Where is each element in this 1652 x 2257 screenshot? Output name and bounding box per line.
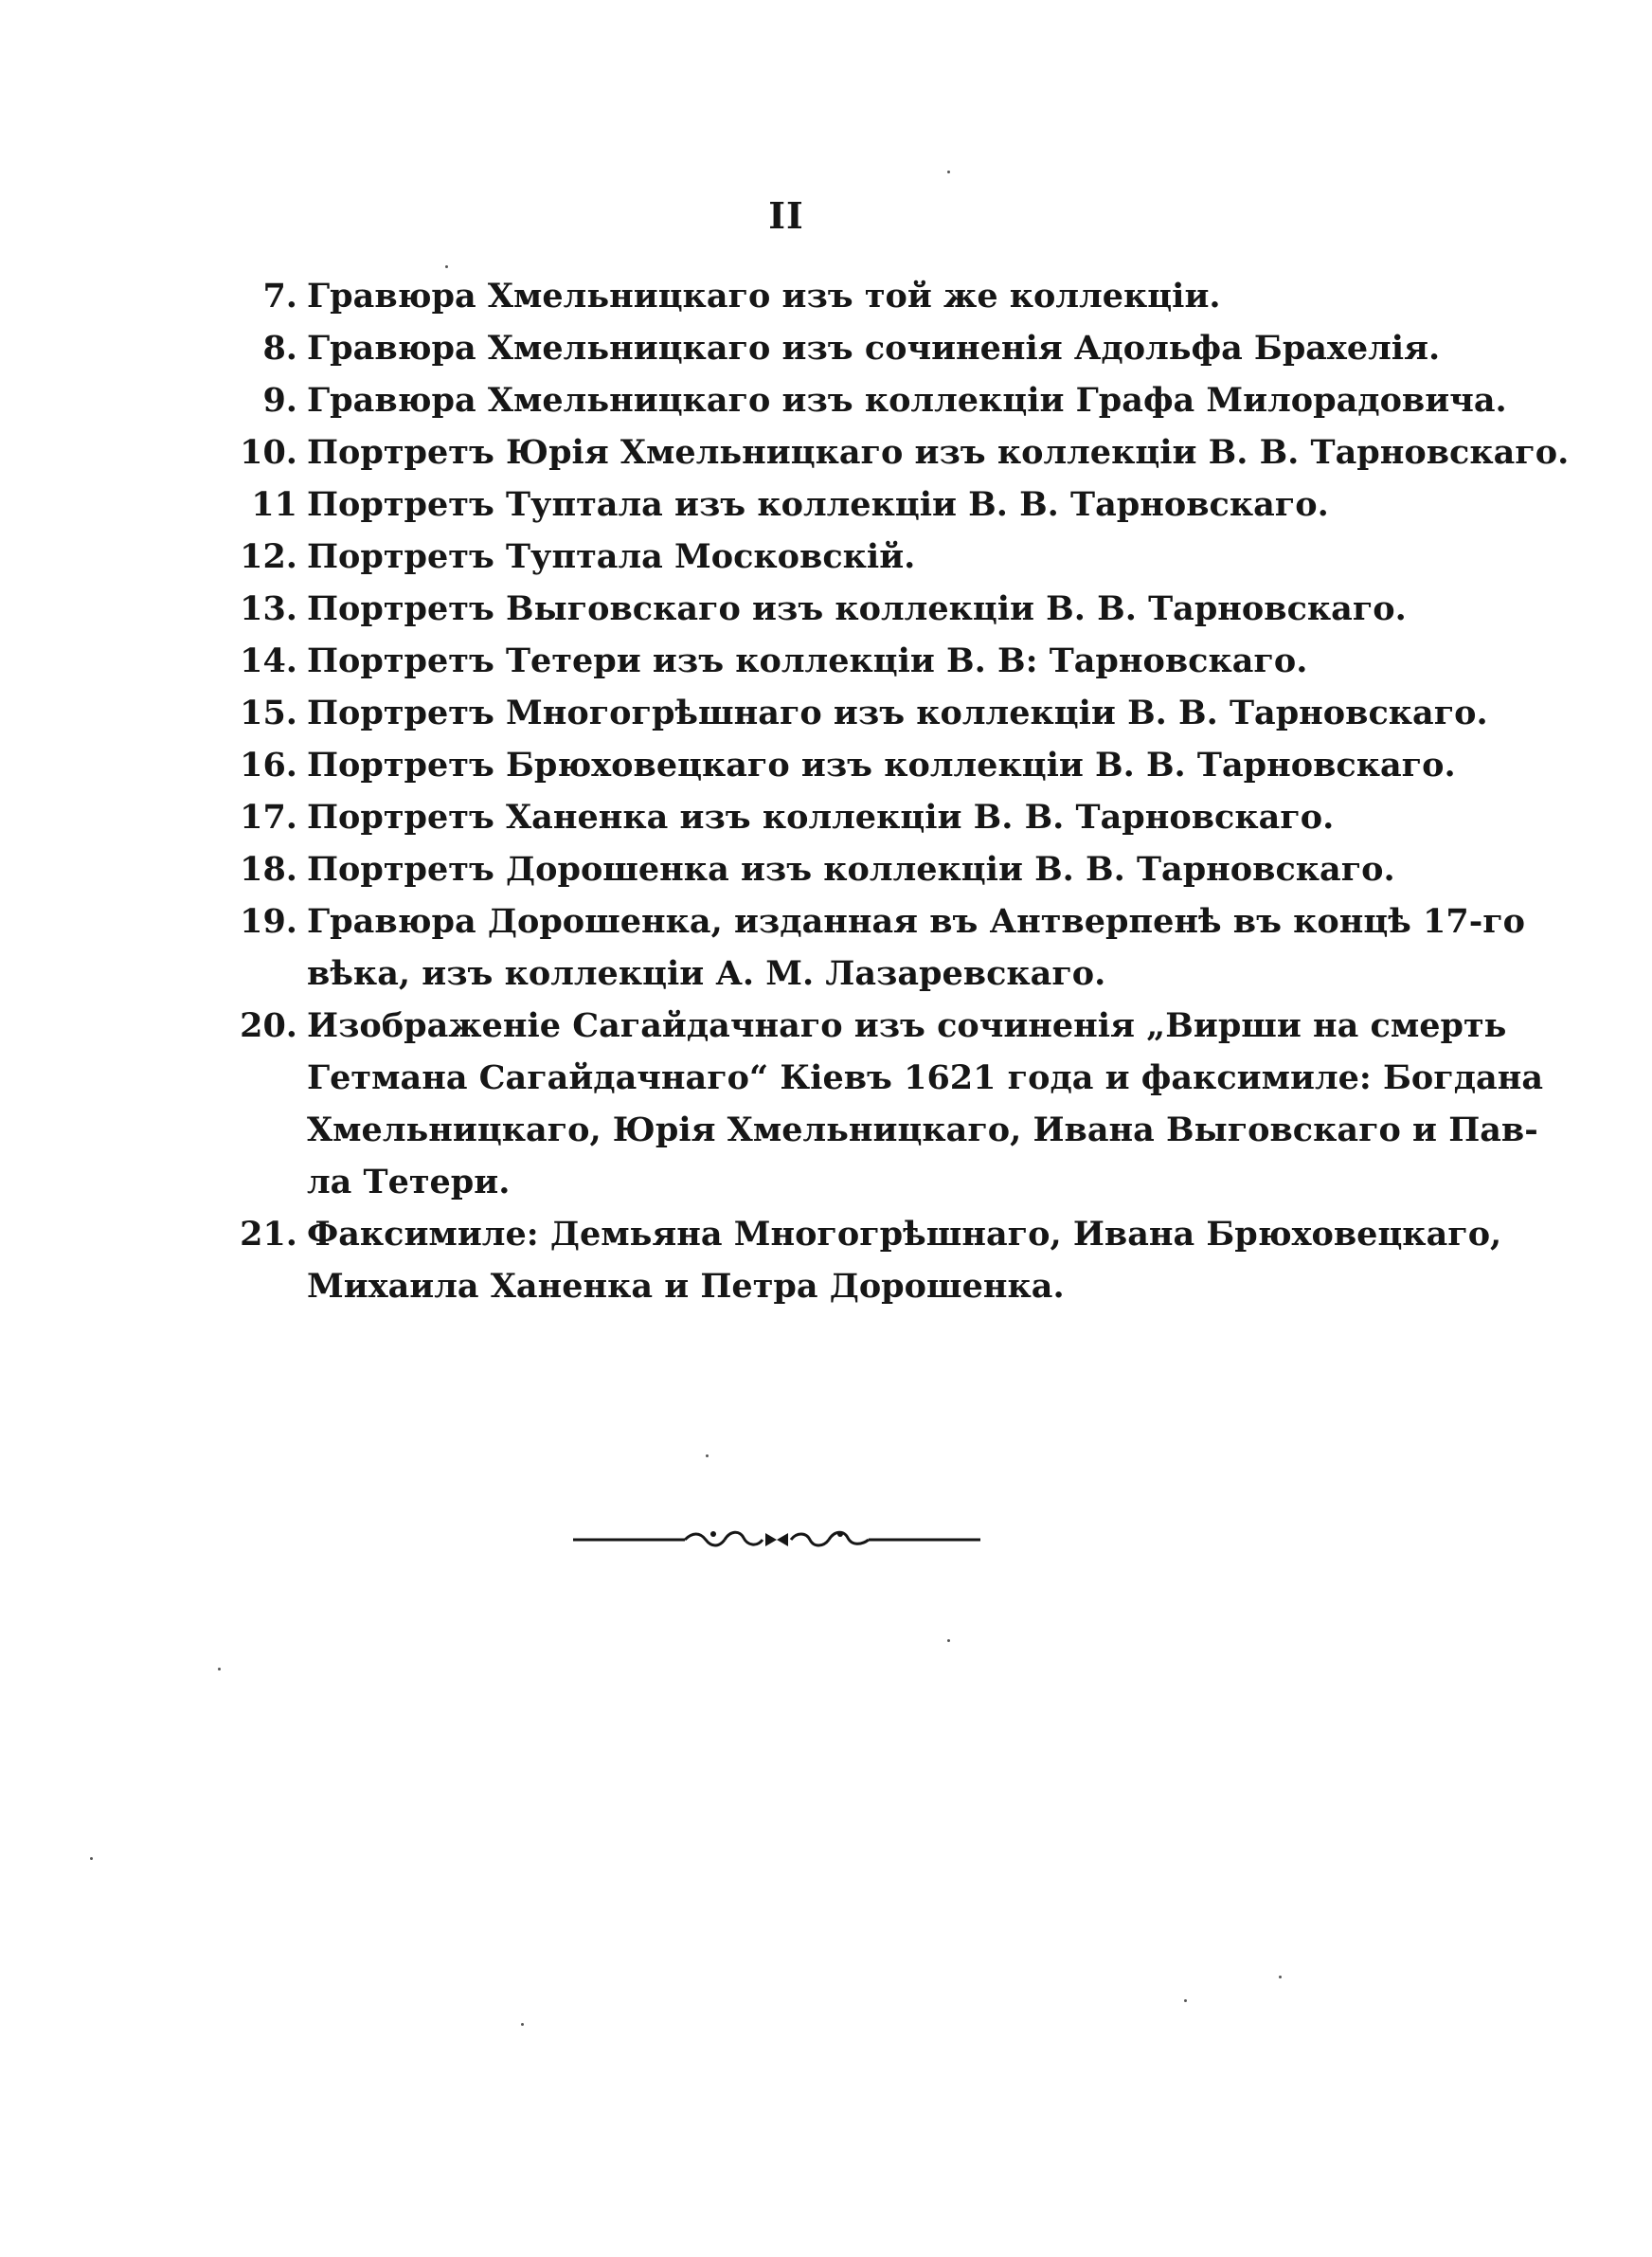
item-number: 19. — [240, 902, 297, 941]
item-number: 7. — [262, 277, 297, 316]
item-text — [303, 478, 1345, 531]
item-text — [303, 426, 1569, 478]
item-text-line: Изображеніе Сагайдачнаго изъ сочиненія „Вирши на смерть — [307, 1006, 1507, 1045]
item-number: 8. — [262, 329, 297, 368]
list-item — [227, 843, 1395, 895]
item-text — [303, 739, 1456, 791]
item-number: 21. — [240, 1215, 297, 1254]
item-number: 12. — [240, 537, 297, 576]
item-text-line: Гетмана Сагайдачнаго“ Кіевъ 1621 года и факсимиле: Богдана — [307, 1058, 1544, 1097]
list-item — [227, 1208, 1502, 1312]
list-item — [227, 270, 1345, 322]
item-text-line: вѣка, изъ коллекціи А. М. Лазаревскаго. — [307, 954, 1106, 993]
item-text-line: Портретъ Тетери изъ коллекціи В. В: Тарновскаго. — [307, 641, 1308, 680]
list-item — [227, 583, 1407, 635]
item-text — [303, 270, 1345, 322]
list-item — [227, 426, 1570, 478]
paper-speck — [445, 265, 448, 268]
item-text-line: Хмельницкаго, Юрія Хмельницкаго, Ивана Выговскаго и Пав- — [307, 1110, 1538, 1149]
item-text — [303, 843, 1395, 895]
list-item — [227, 687, 1488, 739]
list-item — [227, 374, 1507, 426]
list-item — [227, 791, 1345, 843]
list-item — [227, 1000, 1544, 1208]
paper-speck — [218, 1668, 221, 1670]
paper-speck — [521, 2023, 524, 2026]
decorative-rule-ornament — [573, 1521, 980, 1559]
list-item — [227, 478, 1345, 531]
item-text — [303, 635, 1345, 687]
list-item — [227, 895, 1526, 1000]
item-text-line: Гравюра Хмельницкаго изъ коллекціи Графа Милорадовича. — [307, 381, 1507, 420]
item-text — [303, 322, 1440, 374]
item-text-line: ла Тетери. — [307, 1163, 511, 1201]
page-number: II — [768, 194, 804, 237]
item-number: 16. — [240, 746, 297, 785]
item-text — [303, 791, 1345, 843]
item-text-line: Гравюра Хмельницкаго изъ сочиненія Адольфа Брахелія. — [307, 329, 1441, 368]
item-number: 14. — [240, 641, 297, 680]
list-item — [227, 531, 1345, 583]
item-text — [303, 531, 1345, 583]
paper-speck — [947, 1639, 950, 1642]
paper-speck — [1279, 1976, 1282, 1978]
item-text-line: Портретъ Многогрѣшнаго изъ коллекціи В. В. Тарновскаго. — [307, 694, 1488, 732]
item-text — [303, 1000, 1543, 1208]
item-text-line: Портретъ Туптала Московскій. — [307, 537, 916, 576]
item-text — [303, 1208, 1501, 1312]
paper-speck — [1184, 1999, 1187, 2002]
item-number: 10. — [240, 433, 297, 472]
item-number: 11 — [251, 485, 297, 524]
item-text-line: Гравюра Хмельницкаго изъ той же коллекціи. — [307, 277, 1221, 316]
item-number: 15. — [240, 694, 297, 732]
item-number: 9. — [262, 381, 297, 420]
paper-speck — [706, 1454, 709, 1457]
item-text — [303, 583, 1407, 635]
item-text-line: Портретъ Дорошенка изъ коллекціи В. В. Тарновскаго. — [307, 850, 1395, 889]
item-text — [303, 687, 1488, 739]
item-text — [303, 374, 1507, 426]
item-text-line: Факсимиле: Демьяна Многогрѣшнаго, Ивана Брюховецкаго, — [307, 1215, 1502, 1254]
item-text-line: Гравюра Дорошенка, изданная въ Антверпенѣ въ концѣ 17-го — [307, 902, 1526, 941]
item-number: 18. — [240, 850, 297, 889]
item-number: 20. — [240, 1006, 297, 1045]
item-text-line: Портретъ Выговскаго изъ коллекціи В. В. Тарновскаго. — [307, 589, 1407, 628]
item-text-line: Портретъ Юрія Хмельницкаго изъ коллекціи В. В. Тарновскаго. — [307, 433, 1570, 472]
item-text-line: Портретъ Туптала изъ коллекціи В. В. Тарновскаго. — [307, 485, 1329, 524]
item-text-line: Портретъ Ханенка изъ коллекціи В. В. Тарновскаго. — [307, 798, 1335, 837]
list-item — [227, 635, 1345, 687]
item-number: 13. — [240, 589, 297, 628]
item-number: 17. — [240, 798, 297, 837]
list-item — [227, 322, 1441, 374]
item-text-line: Портретъ Брюховецкаго изъ коллекціи В. В. Тарновскаго. — [307, 746, 1456, 785]
paper-speck — [90, 1857, 93, 1860]
paper-speck — [947, 171, 950, 173]
illustration-list — [227, 270, 1570, 1312]
list-item — [227, 739, 1456, 791]
item-text-line: Михаила Ханенка и Петра Дорошенка. — [307, 1267, 1065, 1306]
item-text — [303, 895, 1525, 1000]
